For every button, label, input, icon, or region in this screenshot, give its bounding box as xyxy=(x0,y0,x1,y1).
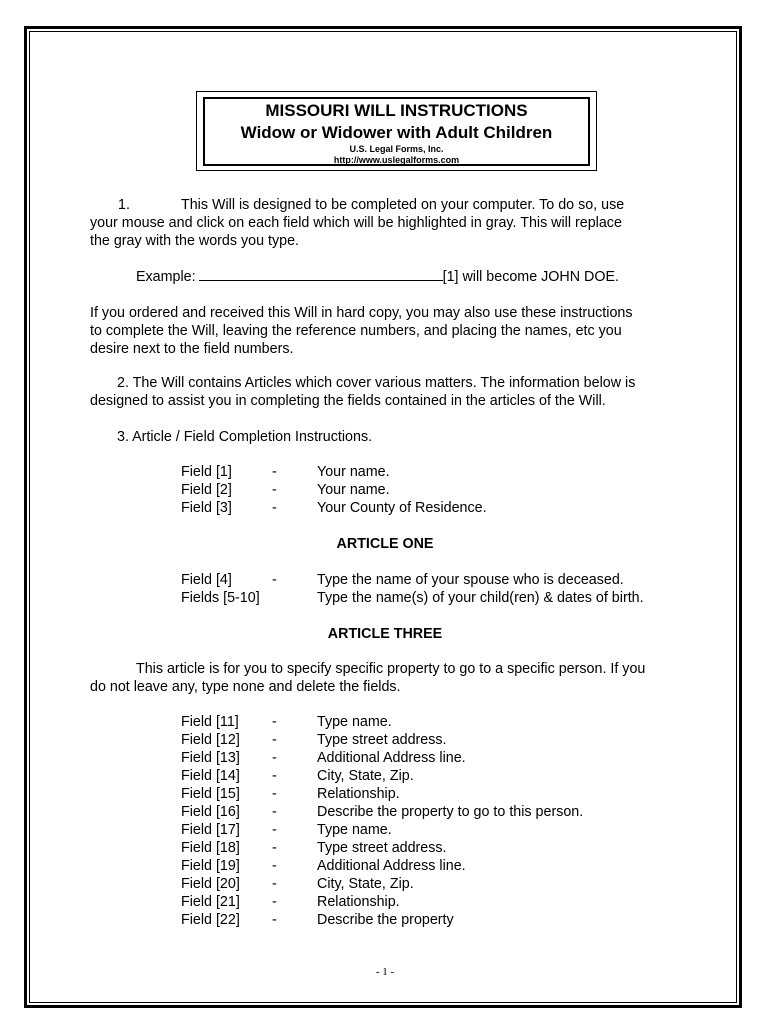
example-line xyxy=(136,267,619,286)
field-dash: - xyxy=(272,714,277,730)
field-label: Field [11] xyxy=(181,714,239,730)
field-dash: - xyxy=(272,482,277,498)
field-description: Describe the property to go to this person. xyxy=(317,804,584,820)
hardcopy-line-2: to complete the Will, leaving the reference numbers, and placing the names, etc you xyxy=(90,323,622,339)
field-label: Field [20] xyxy=(181,876,240,892)
field-description: Type the name of your spouse who is deceased. xyxy=(317,572,624,588)
field-label: Field [4] xyxy=(181,572,232,588)
section2-line-2: designed to assist you in completing the fields contained in the articles of the Will. xyxy=(90,393,606,409)
field-description: Additional Address line. xyxy=(317,858,466,874)
article-one-heading: ARTICLE ONE xyxy=(336,536,434,552)
example-blank-line xyxy=(199,267,443,281)
field-label: Field [12] xyxy=(181,732,240,748)
field-description: City, State, Zip. xyxy=(317,876,414,892)
field-label: Field [19] xyxy=(181,858,240,874)
field-dash: - xyxy=(272,894,277,910)
field-description: Describe the property xyxy=(317,912,454,928)
item-number-1: 1. xyxy=(118,197,130,213)
document-subtitle: Widow or Widower with Adult Children xyxy=(240,123,553,142)
field-dash: - xyxy=(272,876,277,892)
field-description: Your County of Residence. xyxy=(317,500,487,516)
field-dash: - xyxy=(272,804,277,820)
field-label: Field [18] xyxy=(181,840,240,856)
field-dash: - xyxy=(272,822,277,838)
field-label: Field [1] xyxy=(181,464,232,480)
field-label: Field [14] xyxy=(181,768,240,784)
example-label: Example: xyxy=(136,269,196,285)
intro-line-2: your mouse and click on each field which will be highlighted in gray. This will replace xyxy=(90,215,622,231)
field-dash: - xyxy=(272,912,277,928)
field-description: Relationship. xyxy=(317,786,400,802)
field-label: Fields [5-10] xyxy=(181,590,260,606)
field-label: Field [21] xyxy=(181,894,240,910)
field-description: Type name. xyxy=(317,714,392,730)
field-label: Field [22] xyxy=(181,912,240,928)
field-dash: - xyxy=(272,786,277,802)
field-dash: - xyxy=(272,500,277,516)
article-three-para-2: do not leave any, type none and delete the fields. xyxy=(90,679,401,695)
field-dash: - xyxy=(272,858,277,874)
example-suffix: [1] will become JOHN DOE. xyxy=(442,269,619,285)
field-description: Type the name(s) of your child(ren) & dates of birth. xyxy=(317,590,644,606)
field-description: Type street address. xyxy=(317,732,447,748)
field-dash: - xyxy=(272,464,277,480)
company-url: http://www.uslegalforms.com xyxy=(333,155,460,165)
field-description: Relationship. xyxy=(317,894,400,910)
field-label: Field [3] xyxy=(181,500,232,516)
field-label: Field [16] xyxy=(181,804,240,820)
hardcopy-line-1: If you ordered and received this Will in hard copy, you may also use these instructions xyxy=(90,305,633,321)
intro-line-1: This Will is designed to be completed on your computer. To do so, use xyxy=(181,197,625,213)
field-dash: - xyxy=(272,732,277,748)
field-label: Field [15] xyxy=(181,786,240,802)
section2-line-1: 2. The Will contains Articles which cover various matters. The information below is xyxy=(117,375,636,391)
page-number: - 1 - xyxy=(375,966,395,978)
field-description: Your name. xyxy=(317,482,390,498)
field-dash: - xyxy=(272,840,277,856)
field-dash: - xyxy=(272,572,277,588)
hardcopy-line-3: desire next to the field numbers. xyxy=(90,341,294,357)
field-description: Type street address. xyxy=(317,840,447,856)
article-three-para-1: This article is for you to specify specific property to go to a specific person. If you xyxy=(136,661,646,677)
section3-heading: 3. Article / Field Completion Instructions. xyxy=(117,429,373,445)
field-label: Field [13] xyxy=(181,750,240,766)
field-dash: - xyxy=(272,750,277,766)
field-description: Your name. xyxy=(317,464,390,480)
article-three-heading: ARTICLE THREE xyxy=(327,626,443,642)
field-label: Field [17] xyxy=(181,822,240,838)
field-description: Additional Address line. xyxy=(317,750,466,766)
field-dash: - xyxy=(272,768,277,784)
field-label: Field [2] xyxy=(181,482,232,498)
intro-line-3: the gray with the words you type. xyxy=(90,233,300,249)
company-name: U.S. Legal Forms, Inc. xyxy=(349,144,444,154)
field-description: City, State, Zip. xyxy=(317,768,414,784)
field-description: Type name. xyxy=(317,822,392,838)
document-title: MISSOURI WILL INSTRUCTIONS xyxy=(265,101,528,120)
